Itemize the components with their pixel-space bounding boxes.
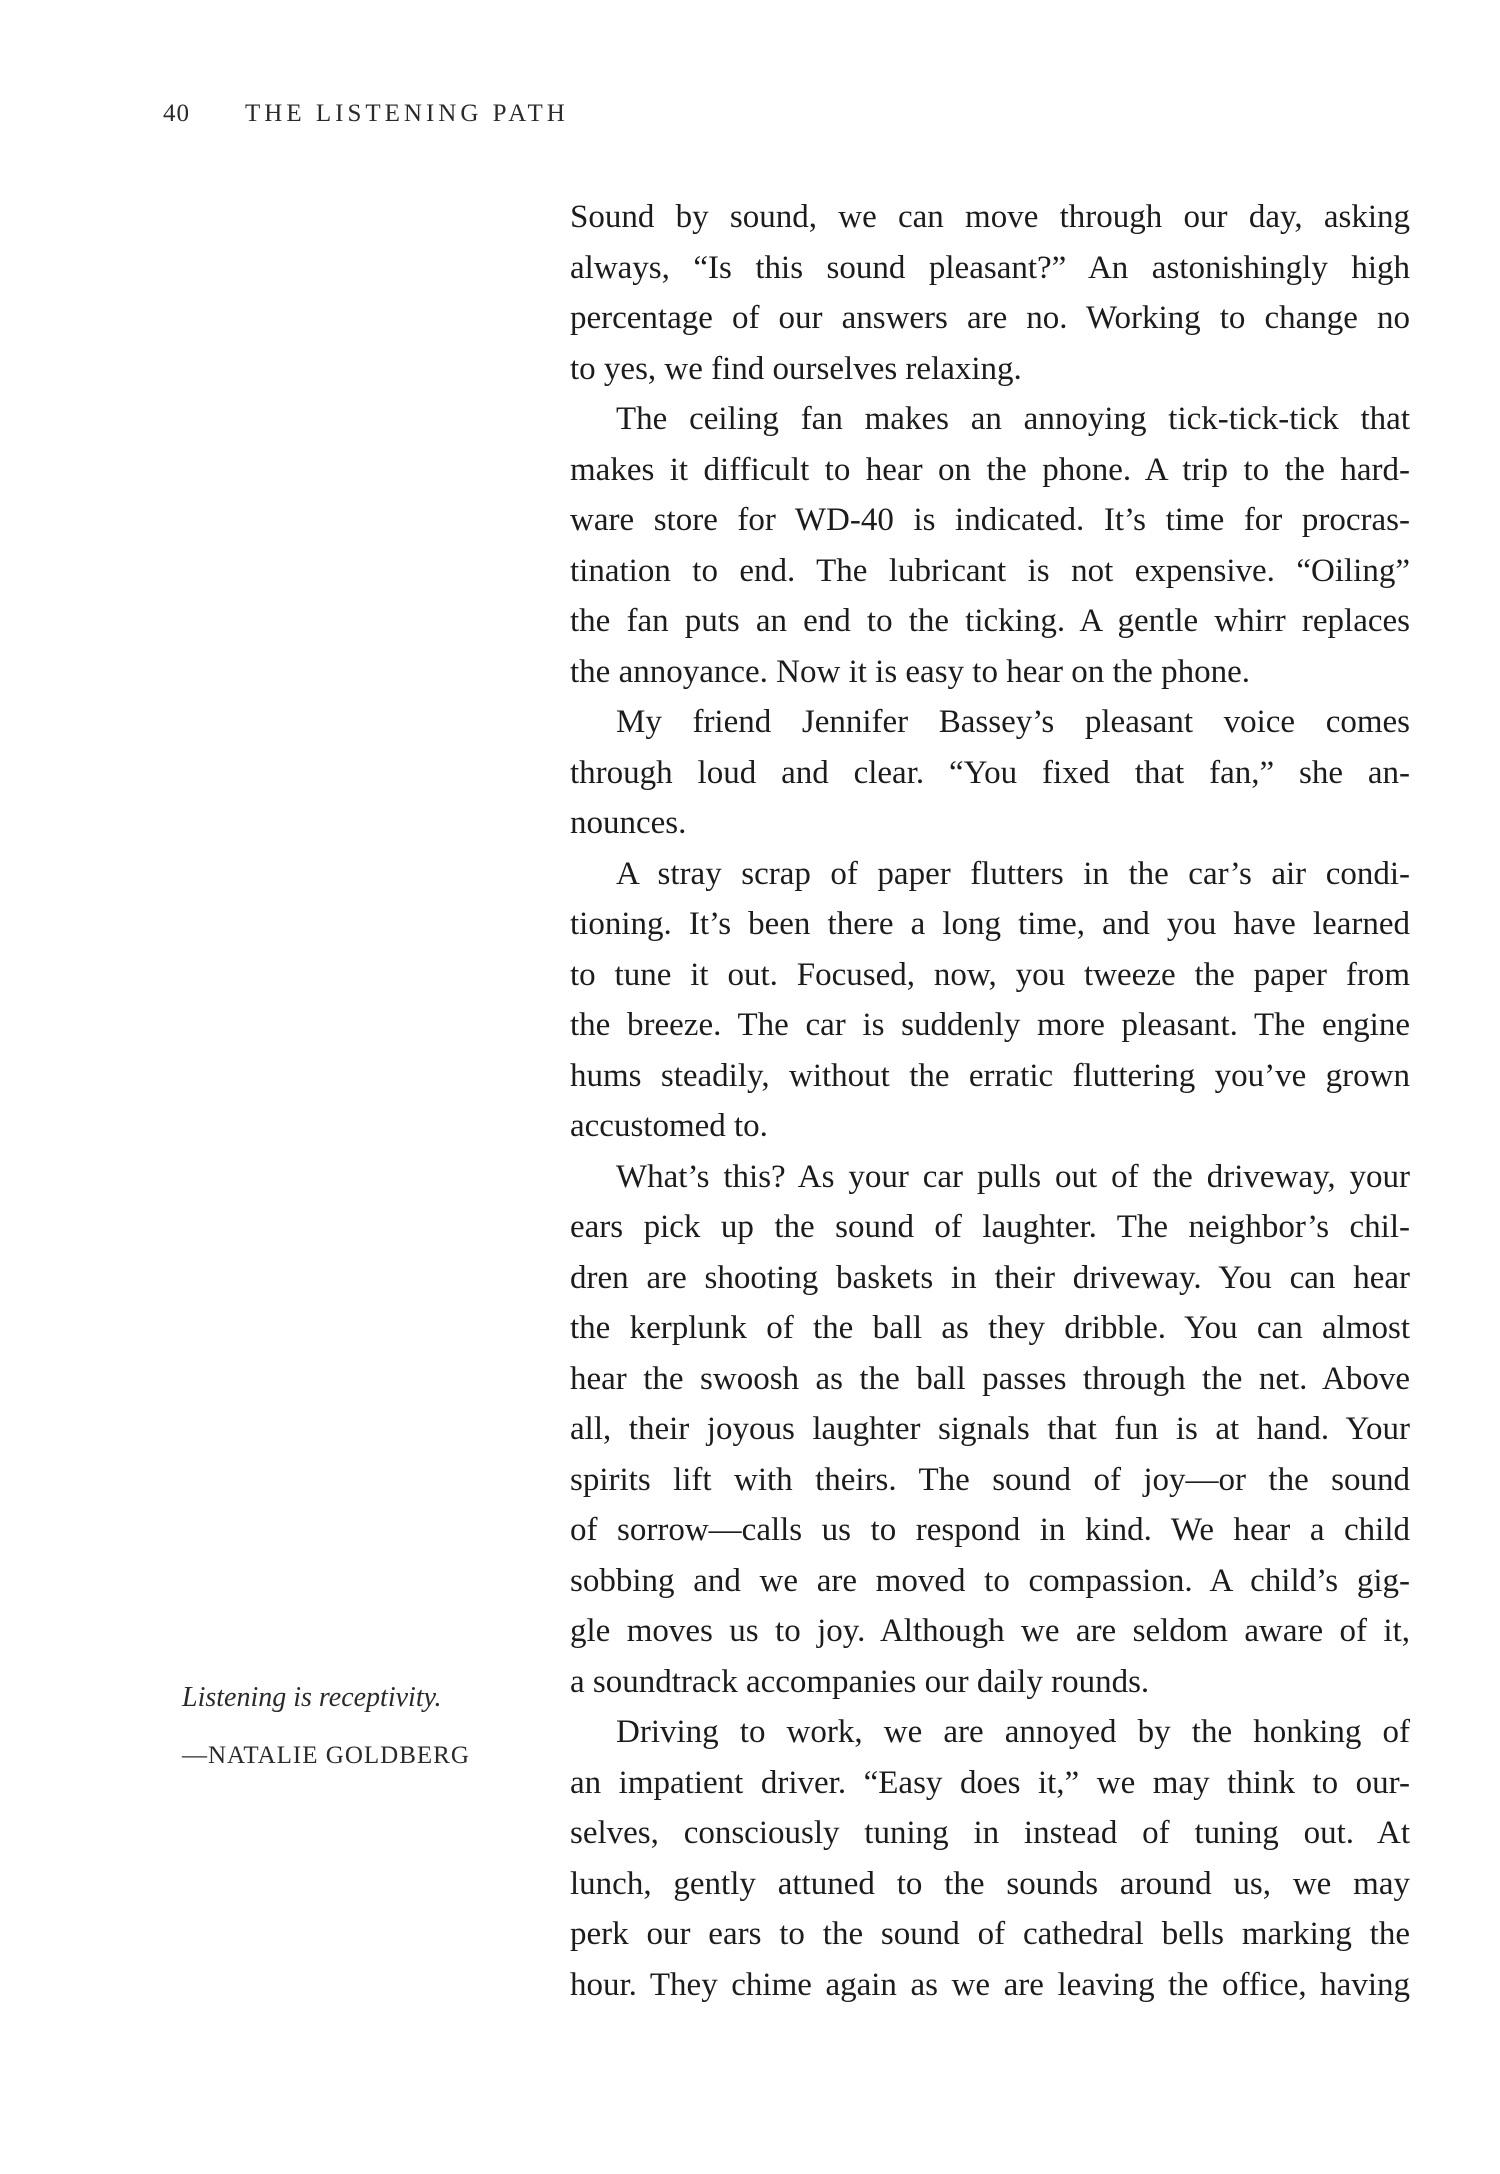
text-line: gle moves us to joy. Although we are seldom aware of it, bbox=[570, 1613, 1410, 1649]
text-line: nounces. bbox=[570, 805, 687, 841]
text-line: Sound by sound, we can move through our day, asking bbox=[570, 199, 1410, 235]
margin-quote bbox=[182, 1680, 512, 1770]
text-line: hear the swoosh as the ball passes through the net. Above bbox=[570, 1360, 1410, 1397]
text-line: selves, consciously tuning in instead of tuning out. At bbox=[570, 1815, 1410, 1851]
text-line: percentage of our answers are no. Working to change no bbox=[570, 300, 1410, 336]
text-line: tioning. It’s been there a long time, and you have learned bbox=[570, 906, 1410, 942]
text-line: a soundtrack accompanies our daily rounds. bbox=[570, 1663, 1150, 1700]
quote-text: Listening is receptivity. bbox=[182, 1682, 442, 1713]
text-line: The ceiling fan makes an annoying tick-tick-tick that bbox=[616, 401, 1410, 437]
text-line: accustomed to. bbox=[570, 1108, 768, 1144]
text-line: sobbing and we are moved to compassion. A child’s gig- bbox=[570, 1562, 1410, 1599]
text-line: hour. They chime again as we are leaving the office, having bbox=[570, 1966, 1410, 2003]
quote-attribution: —NATALIE GOLDBERG bbox=[182, 1742, 470, 1769]
text-line: lunch, gently attuned to the sounds around us, we may bbox=[570, 1865, 1410, 1902]
text-line: an impatient driver. “Easy does it,” we may think to our- bbox=[570, 1764, 1410, 1801]
text-line: My friend Jennifer Bassey’s pleasant voice comes bbox=[616, 704, 1410, 740]
text-line: ears pick up the sound of laughter. The neighbor’s chil- bbox=[570, 1209, 1410, 1245]
text-line: What’s this? As your car pulls out of the driveway, your bbox=[616, 1158, 1410, 1195]
text-line: the annoyance. Now it is easy to hear on the phone. bbox=[570, 653, 1250, 690]
text-line: through loud and clear. “You fixed that fan,” she an- bbox=[570, 754, 1410, 791]
page-number: 40 bbox=[163, 100, 190, 127]
text-line: ware store for WD-40 is indicated. It’s time for procras- bbox=[570, 502, 1410, 538]
text-line: the breeze. The car is suddenly more pleasant. The engine bbox=[570, 1007, 1410, 1043]
text-line: the kerplunk of the ball as they dribble. You can almost bbox=[570, 1310, 1410, 1346]
text-line: makes it difficult to hear on the phone. A trip to the hard- bbox=[570, 451, 1410, 488]
text-line: the fan puts an end to the ticking. A gentle whirr replaces bbox=[570, 603, 1410, 639]
text-line: perk our ears to the sound of cathedral bells marking the bbox=[570, 1916, 1410, 1952]
text-line: to tune it out. Focused, now, you tweeze the paper from bbox=[570, 956, 1410, 993]
body-text bbox=[570, 192, 1410, 2010]
running-head bbox=[163, 100, 569, 128]
text-line: Driving to work, we are annoyed by the honking of bbox=[616, 1714, 1410, 1750]
text-line: spirits lift with theirs. The sound of joy—or the sound bbox=[570, 1461, 1410, 1498]
text-line: to yes, we find ourselves relaxing. bbox=[570, 350, 1022, 387]
text-line: A stray scrap of paper flutters in the car’s air condi- bbox=[616, 855, 1410, 892]
text-line: always, “Is this sound pleasant?” An astonishingly high bbox=[570, 249, 1410, 286]
text-line: tination to end. The lubricant is not expensive. “Oiling” bbox=[570, 552, 1410, 589]
text-line: dren are shooting baskets in their driveway. You can hear bbox=[570, 1259, 1410, 1296]
text-line: of sorrow—calls us to respond in kind. We hear a child bbox=[570, 1512, 1410, 1548]
text-line: hums steadily, without the erratic fluttering you’ve grown bbox=[570, 1057, 1410, 1094]
book-title: THE LISTENING PATH bbox=[245, 100, 569, 127]
text-line: all, their joyous laughter signals that fun is at hand. Your bbox=[570, 1411, 1410, 1447]
